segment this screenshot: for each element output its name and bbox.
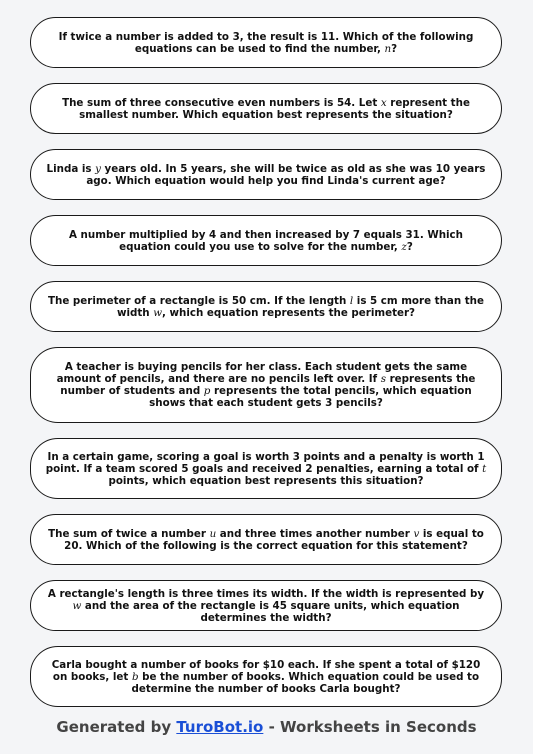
question-text: Linda is y years old. In 5 years, she will be twice as old as she was 10 years ago. Which equation would help you find Linda's current age? <box>46 162 486 187</box>
variable: s <box>380 373 386 385</box>
question-card <box>30 438 502 499</box>
variable: b <box>131 670 139 683</box>
variable: p <box>203 385 211 397</box>
question-card <box>30 83 502 134</box>
question-text: Carla bought a number of books for $10 each. If she spent a total of $120 on books, let b be the number of books. Which equation could be used to determine the number of books Carla bought? <box>51 658 481 695</box>
question-card <box>30 347 502 423</box>
variable: t <box>482 462 487 475</box>
variable: w <box>153 306 163 319</box>
question-text: A rectangle's length is three times its width. If the width is represented by w and the area of the rectangle is 45 square units, which equation determines the width? <box>47 587 485 624</box>
variable: n <box>384 42 392 55</box>
question-text: The sum of three consecutive even numbers is 54. Let x represent the smallest number. Which equation best represents the situation? <box>62 96 470 121</box>
question-card <box>30 215 502 266</box>
question-card <box>30 514 502 565</box>
footer-prefix: Generated by <box>56 718 177 736</box>
turobot-link[interactable]: TuroBot.io <box>176 718 264 736</box>
variable: u <box>209 527 217 540</box>
question-card <box>30 281 502 332</box>
question-text: A teacher is buying pencils for her class. Each student gets the same amount of pencils, and there are no pencils left over. If s represents the number of students and p represents the total pencils, which equation shows that each student gets 3 pencils? <box>56 361 476 409</box>
variable: v <box>413 527 420 540</box>
variable: w <box>72 599 82 612</box>
question-card <box>30 646 502 707</box>
question-text: If twice a number is added to 3, the result is 11. Which of the following equations can be used to find the number, n? <box>58 30 474 55</box>
variable: l <box>349 294 354 307</box>
variable: x <box>380 96 387 109</box>
question-list <box>30 17 502 722</box>
question-card <box>30 149 502 200</box>
question-text: The perimeter of a rectangle is 50 cm. If the length l is 5 cm more than the width w, which equation represents the perimeter? <box>47 294 485 319</box>
question-card <box>30 580 502 631</box>
footer-suffix: - Worksheets in Seconds <box>263 718 477 736</box>
question-card <box>30 17 502 68</box>
footer <box>0 718 533 736</box>
question-text: In a certain game, scoring a goal is worth 3 points and a penalty is worth 1 point. If a team scored 5 goals and received 2 penalties, earning a total of t points, which equation best represents this situation? <box>45 450 487 487</box>
question-text: The sum of twice a number u and three times another number v is equal to 20. Which of the following is the correct equation for this statement? <box>48 527 484 552</box>
question-text: A number multiplied by 4 and then increased by 7 equals 31. Which equation could you use to solve for the number, z? <box>69 228 463 253</box>
variable: y <box>95 162 101 175</box>
variable: z <box>401 240 407 253</box>
